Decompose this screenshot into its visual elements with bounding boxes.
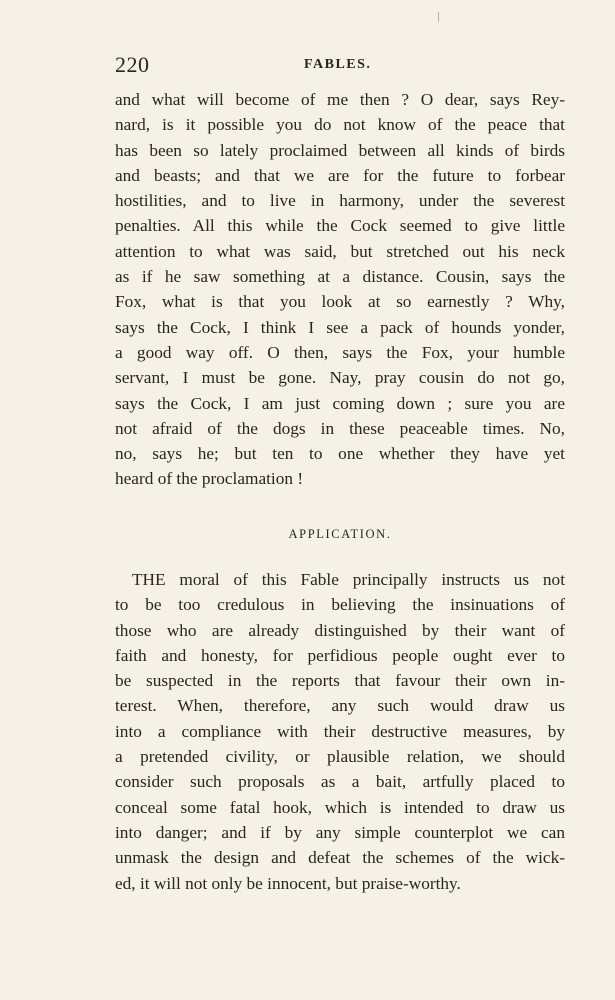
text-line: ed, it will not only be innocent, but praise-worthy. [115, 873, 461, 893]
text-line: hostilities, and to live in harmony, under the severest [115, 191, 565, 211]
text-line: a pretended civility, or plausible relation, we should [115, 747, 565, 767]
text-line: penalties. All this while the Cock seemed to give little [115, 216, 565, 236]
text-line: conceal some fatal hook, which is intended to draw us [115, 797, 565, 817]
text-line: nard, is it possible you do not know of the peace that [115, 115, 565, 135]
text-line: has been so lately proclaimed between all kinds of birds [115, 140, 565, 160]
text-line: servant, I must be gone. Nay, pray cousin do not go, [115, 368, 565, 388]
text-line: into danger; and if by any simple counterplot we can [115, 822, 565, 842]
running-title: FABLES. [304, 57, 372, 72]
text-line: terest. When, therefore, any such would draw us [115, 696, 565, 716]
text-line: and beasts; and that we are for the future to forbear [115, 165, 565, 185]
text-line: attention to what was said, but stretched out his neck [115, 241, 565, 261]
text-line: those who are already distinguished by their want of [115, 620, 565, 640]
text-line: THE moral of this Fable principally instructs us not [132, 570, 565, 589]
application-heading: APPLICATION. [288, 527, 392, 541]
text-line: no, says he; but ten to one whether they have yet [115, 444, 565, 464]
text-line: as if he saw something at a distance. Cousin, says the [115, 267, 565, 287]
text-line: says the Cock, I am just coming down ; sure you are [115, 393, 565, 413]
fable-story-text [115, 87, 565, 492]
text-line: unmask the design and defeat the schemes of the wick- [115, 848, 565, 868]
page-margin-mark [438, 12, 439, 22]
text-line: not afraid of the dogs in these peaceable times. No, [115, 418, 565, 438]
text-line: to be too credulous in believing the insinuations of [115, 595, 565, 615]
text-line: says the Cock, I think I see a pack of hounds yonder, [115, 317, 565, 337]
text-line: heard of the proclamation ! [115, 469, 304, 489]
text-line: faith and honesty, for perfidious people ought ever to [115, 645, 565, 665]
text-line: consider such proposals as a bait, artfully placed to [115, 772, 565, 792]
text-line: Fox, what is that you look at so earnestly ? Why, [115, 292, 565, 312]
page-number: 220 [115, 52, 150, 77]
application-text [115, 567, 565, 896]
text-line: a good way off. O then, says the Fox, your humble [115, 342, 565, 362]
text-line: be suspected in the reports that favour their own in- [115, 671, 565, 691]
page-header [115, 52, 565, 76]
text-line: and what will become of me then ? O dear, says Rey- [115, 90, 565, 109]
text-line: into a compliance with their destructive measures, by [115, 721, 565, 741]
